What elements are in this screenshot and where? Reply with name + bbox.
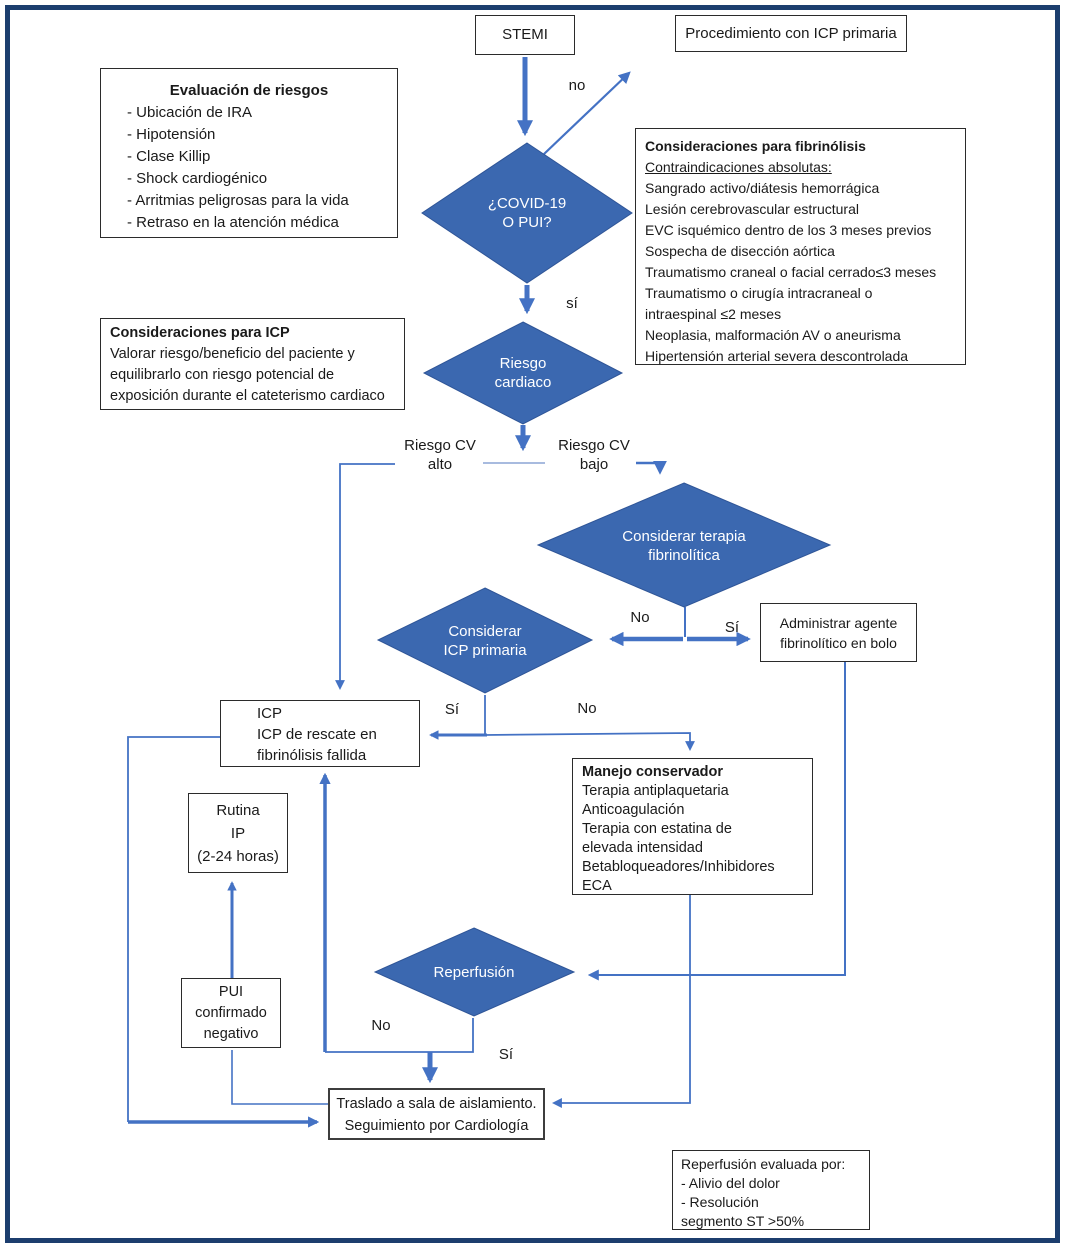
fibrinolisis-item: intraespinal ≤2 meses — [645, 306, 782, 322]
evaluacion-item: - Ubicación de IRA — [127, 104, 253, 121]
cv-bajo-line1: Riesgo CV — [558, 437, 630, 454]
administrar-line: Administrar agente — [779, 615, 898, 631]
edge-label-cv-bajo — [542, 437, 646, 474]
manejo-item: Anticoagulación — [582, 802, 685, 818]
edge-label-cv-alto — [388, 437, 492, 474]
evaluacion-item: - Hipotensión — [127, 126, 216, 143]
cv-alto-line2: alto — [427, 455, 453, 473]
node-reperfusion-evaluada — [672, 1150, 870, 1230]
fibrinolisis-item: Sangrado activo/diátesis hemorrágica — [645, 180, 880, 196]
reperfusion-eval-line: segmento ST >50% — [681, 1213, 805, 1229]
fibrinolisis-item: Traumatismo craneal o facial cerrado≤3 meses — [645, 264, 937, 280]
arrow-no-manejo — [485, 733, 690, 749]
node-administrar-bolo — [760, 603, 917, 662]
fibrinolitica-line1: Considerar terapia — [622, 528, 746, 545]
riesgo-line2: cardiaco — [494, 374, 552, 391]
fibrinolisis-item: Hipertensión arterial severa descontrolada — [645, 348, 909, 364]
reperfusion-eval-line: Reperfusión evaluada por: — [681, 1156, 846, 1172]
edge-label-si-fibrin: Sí — [724, 619, 740, 636]
manejo-title: Manejo conservador — [582, 764, 724, 780]
node-manejo-conservador — [572, 758, 813, 895]
node-pui-negativo — [181, 978, 281, 1048]
diamond-fibrinolitica-label — [594, 527, 774, 565]
edge-label-no-fibrin: No — [630, 609, 650, 626]
arrow-cv-alto-icp — [340, 464, 395, 688]
reperfusion-eval-line: - Resolución — [681, 1194, 759, 1210]
covid-line1: ¿COVID-19 — [487, 195, 567, 212]
pui-line: PUI — [218, 984, 244, 1000]
edge-label-si-icp: Sí — [444, 701, 460, 718]
consideraciones-icp-text: equilibrarlo con riesgo potencial de — [110, 367, 335, 383]
fibrinolisis-item: Lesión cerebrovascular estructural — [645, 201, 859, 217]
pui-line: negativo — [203, 1026, 259, 1042]
fibrinolisis-item: Sospecha de disección aórtica — [645, 243, 835, 259]
rutina-line: Rutina — [216, 802, 260, 819]
icp-line: ICP de rescate en — [257, 726, 377, 743]
manejo-item: ECA — [582, 878, 612, 894]
edge-label-no-reperfusion: No — [371, 1017, 391, 1034]
rutina-line: IP — [230, 825, 246, 842]
diamond-riesgo-label — [443, 354, 603, 392]
evaluacion-item: - Arritmias peligrosas para la vida — [127, 192, 349, 209]
node-procedimiento-icp: Procedimiento con ICP primaria — [675, 15, 907, 52]
traslado-line: Seguimiento por Cardiología — [344, 1118, 529, 1134]
covid-line2: O PUI? — [502, 214, 552, 231]
fibrinolisis-item: EVC isquémico dentro de los 3 meses previos — [645, 222, 932, 238]
edge-label-no-icp: No — [577, 700, 597, 717]
consideraciones-icp-title: Consideraciones para ICP — [110, 325, 290, 341]
rutina-line: (2-24 horas) — [197, 848, 279, 865]
pui-line: confirmado — [195, 1005, 267, 1021]
traslado-line: Traslado a sala de aislamiento. — [336, 1096, 537, 1112]
node-consideraciones-fibrinolisis — [635, 128, 966, 365]
diamond-reperfusion-label — [394, 963, 554, 982]
node-consideraciones-icp — [100, 318, 405, 410]
node-evaluacion-riesgos — [100, 68, 398, 238]
node-icp-rescate — [220, 700, 420, 767]
manejo-item: elevada intensidad — [582, 840, 703, 856]
line-traslado-pui — [232, 1050, 328, 1104]
fibrinolisis-title: Consideraciones para fibrinólisis — [645, 138, 866, 154]
evaluacion-item: - Retraso en la atención médica — [127, 214, 339, 231]
node-rutina-ip — [188, 793, 288, 873]
edge-label-si-reperfusion: Sí — [498, 1046, 514, 1063]
evaluacion-title: Evaluación de riesgos — [169, 82, 329, 99]
consideraciones-icp-text: Valorar riesgo/beneficio del paciente y — [110, 346, 355, 362]
fibrinolisis-item: Traumatismo o cirugía intracraneal o — [645, 285, 873, 301]
edge-label-no-top: no — [568, 77, 586, 94]
cv-alto-line1: Riesgo CV — [404, 437, 476, 454]
evaluacion-item: - Shock cardiogénico — [127, 170, 268, 187]
manejo-item: Terapia antiplaquetaria — [582, 783, 729, 799]
node-traslado-aislamiento — [328, 1088, 545, 1140]
evaluacion-item: - Clase Killip — [127, 148, 211, 165]
cv-bajo-line2: bajo — [579, 455, 609, 473]
manejo-item: Betabloqueadores/Inhibidores — [582, 859, 775, 875]
fibrinolitica-line2: fibrinolítica — [648, 547, 720, 564]
icp-line: ICP — [257, 705, 283, 722]
diamond-covid-label — [442, 194, 612, 232]
reperfusion-eval-line: - Alivio del dolor — [681, 1175, 780, 1191]
icp-line: fibrinólisis fallida — [257, 747, 367, 764]
manejo-item: Terapia con estatina de — [582, 821, 732, 837]
administrar-line: fibrinolítico en bolo — [780, 635, 897, 651]
arrow-manejo-traslado — [554, 895, 690, 1103]
icp-primaria-line2: ICP primaria — [443, 642, 527, 659]
fibrinolisis-subtitle: Contraindicaciones absolutas: — [645, 159, 832, 175]
fibrinolisis-item: Neoplasia, malformación AV o aneurisma — [645, 327, 901, 343]
reperfusion-line1: Reperfusión — [433, 964, 515, 981]
edge-label-si-top: sí — [566, 295, 578, 312]
diamond-icp-primaria-label — [400, 622, 570, 660]
riesgo-line1: Riesgo — [499, 355, 547, 372]
consideraciones-icp-text: exposición durante el cateterismo cardiaco — [110, 388, 385, 404]
node-stemi: STEMI — [475, 15, 575, 55]
icp-primaria-line1: Considerar — [448, 623, 522, 640]
